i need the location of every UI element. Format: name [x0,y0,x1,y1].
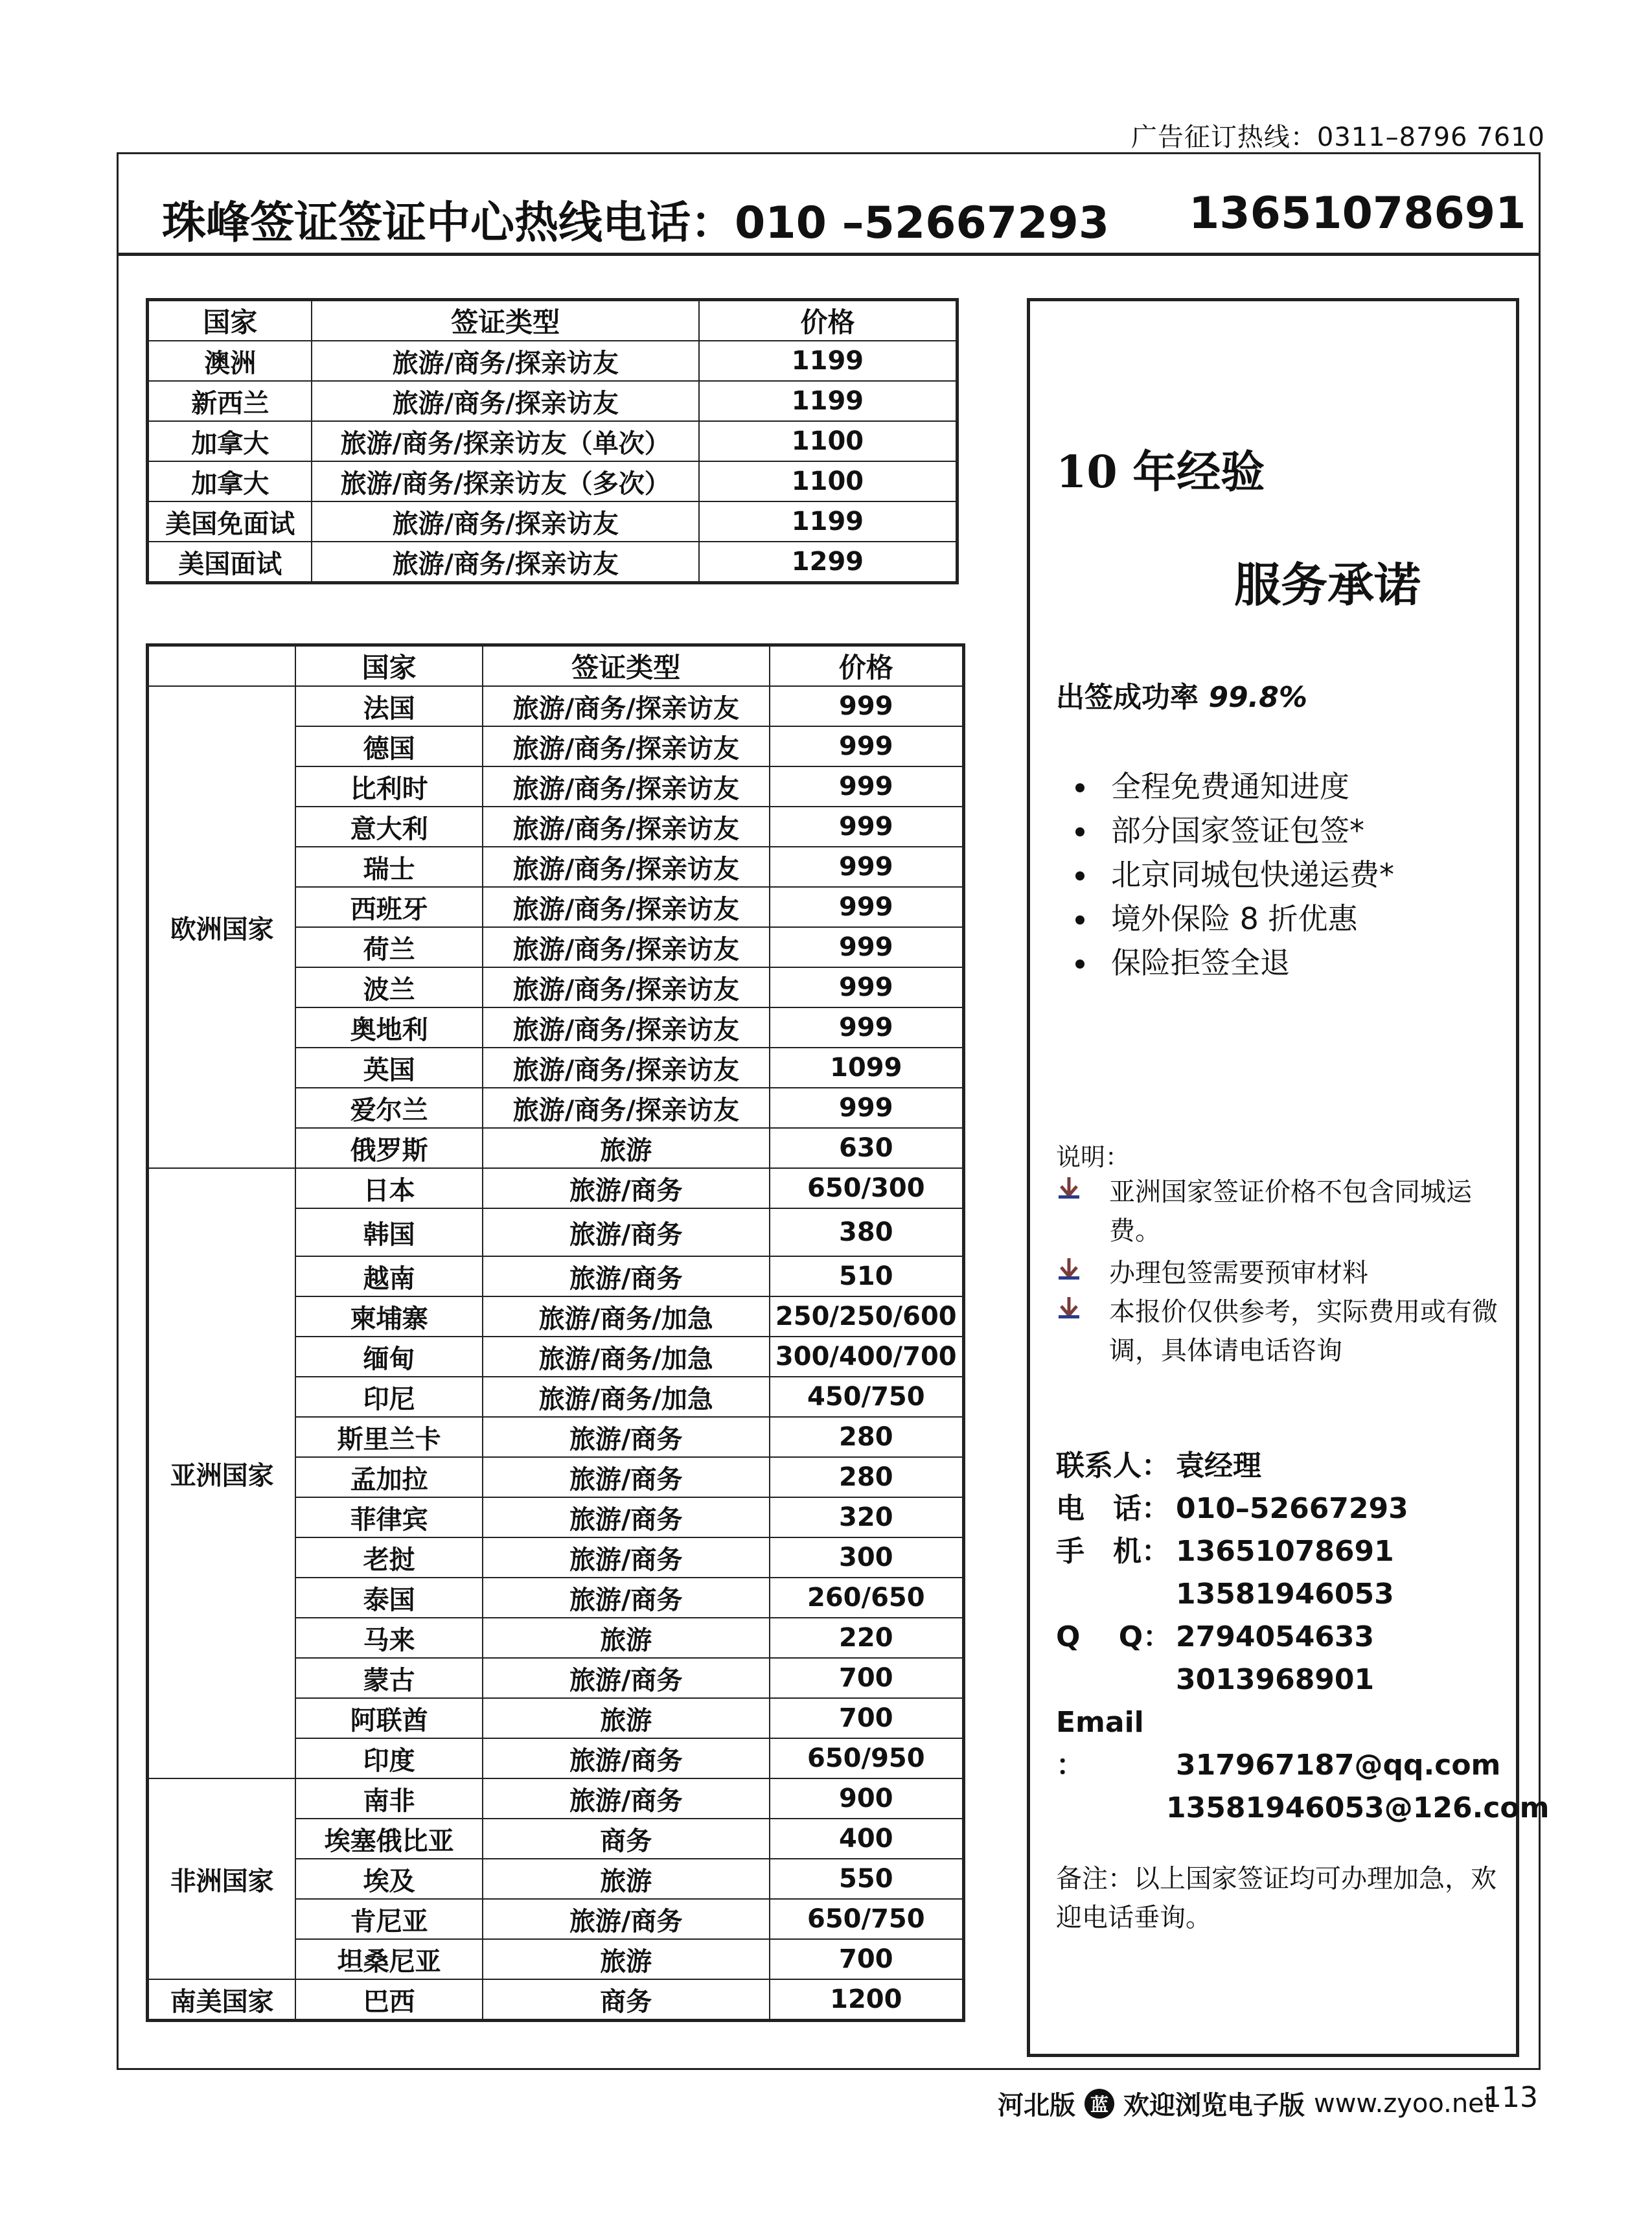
price-cell: 999 [770,766,964,807]
table-header-row [148,645,964,687]
price-cell: 999 [770,807,964,847]
visa-type-cell: 旅游/商务 [483,1417,770,1457]
price-cell: 700 [770,1698,964,1738]
country-cell: 埃及 [295,1859,483,1899]
footer-url[interactable]: www.zyoo.net [1314,2088,1495,2119]
visa-type-cell: 旅游/商务 [483,1738,770,1778]
contact-label: Q Q： [1056,1620,1172,1653]
remark-text: 备注：以上国家签证均可办理加急，欢迎电话垂询。 [1056,1864,1497,1933]
price-cell: 999 [770,887,964,927]
price-cell: 320 [770,1497,964,1537]
visa-type-cell: 旅游/商务/探亲访友 [483,726,770,766]
visa-type-cell: 旅游/商务 [483,1256,770,1296]
price-cell: 260/650 [770,1578,964,1618]
price-cell: 250/250/600 [770,1296,964,1337]
header-cell: 签证类型 [483,645,770,687]
country-cell: 缅甸 [295,1337,483,1377]
visa-type-cell: 旅游 [483,1128,770,1168]
visa-type-cell: 旅游/商务 [483,1168,770,1208]
price-cell: 700 [770,1939,964,1979]
price-cell: 1200 [770,1979,964,2021]
country-cell: 比利时 [295,766,483,807]
price-cell: 300 [770,1537,964,1578]
zyoo-logo-icon: 蓝 [1084,2089,1114,2119]
price-cell: 999 [770,927,964,967]
visa-type-cell: 旅游/商务 [483,1578,770,1618]
visa-type-cell: 旅游/商务 [483,1208,770,1256]
price-cell: 300/400/700 [770,1337,964,1377]
headline-title: 珠峰签证签证中心热线电话：010 –52667293 [162,198,1110,249]
visa-type-cell: 旅游/商务/探亲访友 [483,766,770,807]
country-cell: 越南 [295,1256,483,1296]
visa-type-cell: 旅游 [483,1859,770,1899]
visa-type-cell: 旅游/商务 [483,1778,770,1819]
price-cell: 999 [770,967,964,1007]
country-cell: 瑞士 [295,847,483,887]
arrow-bullet-icon [1056,1254,1088,1293]
header-cell: 国家 [148,300,312,341]
price-cell: 450/750 [770,1377,964,1417]
visa-type-cell: 旅游 [483,1618,770,1658]
table-row [148,1778,964,1819]
country-cell: 泰国 [295,1578,483,1618]
country-cell: 意大利 [295,807,483,847]
visa-type-cell: 旅游/商务 [483,1899,770,1939]
price-cell: 380 [770,1208,964,1256]
price-cell: 220 [770,1618,964,1658]
visa-type-cell: 旅游/商务/探亲访友 [483,686,770,726]
price-cell: 1199 [699,341,958,381]
visa-type-cell: 旅游/商务/加急 [483,1296,770,1337]
country-cell: 菲律宾 [295,1497,483,1537]
table-row [148,421,958,461]
note-text: 办理包签需要预审材料 [1109,1258,1368,1288]
visa-type-cell: 旅游/商务/探亲访友 [483,847,770,887]
visa-type-cell: 旅游/商务 [483,1537,770,1578]
visa-type-cell: 旅游/商务 [483,1658,770,1698]
rate-label: 出签成功率 [1056,681,1199,714]
header-cell: 国家 [295,645,483,687]
success-rate [1056,674,1307,715]
list-item: • 北京同城包快递运费* [1098,853,1513,897]
country-cell: 埃塞俄比亚 [295,1819,483,1859]
country-cell: 波兰 [295,967,483,1007]
price-cell: 400 [770,1819,964,1859]
visa-type-cell: 旅游 [483,1698,770,1738]
notes-title: 说明： [1056,1143,1130,1171]
visa-type-cell: 旅游/商务/探亲访友 [483,1048,770,1088]
visa-type-cell: 旅游/商务/探亲访友（单次） [312,421,698,461]
country-cell: 南非 [295,1778,483,1819]
list-item: • 全程免费通知进度 [1098,765,1513,809]
country-cell: 柬埔寨 [295,1296,483,1337]
benefit-list [1069,765,1513,985]
price-cell: 999 [770,1007,964,1048]
contact-email-2: 13581946053@126.com [1166,1791,1550,1824]
service-panel [1027,298,1550,2057]
country-cell: 日本 [295,1168,483,1208]
table-row [148,1979,964,2021]
contact-label: Email ： [1056,1706,1144,1782]
country-cell: 阿联酋 [295,1698,483,1738]
header-cell: 价格 [699,300,958,341]
visa-type-cell: 旅游/商务/探亲访友 [312,341,698,381]
table-row [148,501,958,542]
arrow-bullet-icon [1056,1173,1088,1250]
rate-value: 99.8% [1208,681,1307,714]
country-cell: 斯里兰卡 [295,1417,483,1457]
country-cell: 美国面试 [148,542,312,583]
contact-label: 联系人： [1056,1449,1170,1482]
list-item: • 保险拒签全退 [1098,941,1513,985]
table-row [148,461,958,501]
note-item [1056,1254,1503,1293]
country-cell: 肯尼亚 [295,1899,483,1939]
country-cell: 韩国 [295,1208,483,1256]
country-cell: 加拿大 [148,421,312,461]
country-cell: 加拿大 [148,461,312,501]
contact-label: 手 机： [1056,1535,1170,1568]
price-cell: 1199 [699,381,958,421]
contact-value: 317967187@qq.com [1176,1749,1501,1782]
price-cell: 999 [770,1088,964,1128]
price-cell: 630 [770,1128,964,1168]
country-cell: 法国 [295,686,483,726]
price-cell: 999 [770,686,964,726]
contact-label: 电 话： [1056,1492,1170,1525]
price-cell: 510 [770,1256,964,1296]
visa-type-cell: 旅游/商务/加急 [483,1377,770,1417]
footer-slogan: 欢迎浏览电子版 [1123,2091,1305,2121]
header-cell [148,645,296,687]
list-item: • 部分国家签证包签* [1098,809,1513,853]
table-row [148,341,958,381]
price-cell: 280 [770,1457,964,1497]
visa-type-cell: 旅游/商务/探亲访友 [483,807,770,847]
price-cell: 900 [770,1778,964,1819]
price-cell: 280 [770,1417,964,1457]
price-cell: 1100 [699,421,958,461]
header-cell: 价格 [770,645,964,687]
contact-value: 2794054633 [1176,1620,1375,1653]
region-cell: 欧洲国家 [148,686,296,1168]
visa-type-cell: 旅游/商务/探亲访友 [483,887,770,927]
price-cell: 1299 [699,542,958,583]
visa-type-cell: 旅游/商务/探亲访友 [483,1007,770,1048]
country-cell: 巴西 [295,1979,483,2021]
price-cell: 650/300 [770,1168,964,1208]
visa-type-cell: 旅游/商务 [483,1457,770,1497]
visa-type-cell: 商务 [483,1979,770,2021]
note-item [1056,1173,1503,1250]
country-cell: 坦桑尼亚 [295,1939,483,1979]
visa-type-cell: 旅游/商务 [483,1497,770,1537]
contact-value: 010–52667293 [1176,1492,1408,1525]
experience-heading: 10 年经验 [1056,446,1265,498]
country-cell: 新西兰 [148,381,312,421]
country-cell: 英国 [295,1048,483,1088]
contact-email [1056,1701,1509,1787]
visa-type-cell: 旅游/商务/探亲访友 [483,967,770,1007]
contact-value: 13651078691 [1176,1535,1394,1568]
country-cell: 印度 [295,1738,483,1778]
footer [998,2085,1494,2122]
country-cell: 澳洲 [148,341,312,381]
country-cell: 德国 [295,726,483,766]
table-row [148,1168,964,1208]
contact-person [1056,1445,1509,1488]
country-cell: 老挝 [295,1537,483,1578]
headline-phone: 13651078691 [1189,188,1526,239]
visa-type-cell: 旅游/商务/探亲访友（多次） [312,461,698,501]
header-cell: 签证类型 [312,300,698,341]
ad-hotline: 广告征订热线：0311–8796 7610 [1130,122,1545,152]
country-cell: 美国免面试 [148,501,312,542]
price-cell: 1100 [699,461,958,501]
contact-phone [1056,1488,1509,1530]
table-row [148,686,964,726]
visa-type-cell: 旅游 [483,1939,770,1979]
price-cell: 999 [770,847,964,887]
headline-banner [117,152,1541,256]
price-table-main [146,643,965,2022]
contact-block [1056,1445,1550,1830]
region-cell: 亚洲国家 [148,1168,296,1778]
contact-value: 袁经理 [1176,1449,1261,1482]
price-cell: 1099 [770,1048,964,1088]
contact-qq-2: 3013968901 [1176,1663,1375,1696]
note-text: 亚洲国家签证价格不包含同城运费。 [1109,1177,1472,1246]
price-cell: 550 [770,1859,964,1899]
visa-type-cell: 旅游/商务/探亲访友 [312,542,698,583]
visa-type-cell: 旅游/商务/探亲访友 [312,501,698,542]
visa-type-cell: 旅游/商务/探亲访友 [483,927,770,967]
country-cell: 印尼 [295,1377,483,1417]
visa-type-cell: 旅游/商务/探亲访友 [483,1088,770,1128]
country-cell: 爱尔兰 [295,1088,483,1128]
contact-mobile-2: 13581946053 [1176,1578,1394,1611]
region-cell: 非洲国家 [148,1778,296,1979]
country-cell: 荷兰 [295,927,483,967]
footer-brand: 河北版 [998,2091,1075,2121]
list-item: • 境外保险 8 折优惠 [1098,897,1513,941]
price-cell: 650/950 [770,1738,964,1778]
table-header-row [148,300,958,341]
table-row [148,381,958,421]
price-table-top [146,298,959,584]
visa-type-cell: 旅游/商务/加急 [483,1337,770,1377]
price-cell: 650/750 [770,1899,964,1939]
country-cell: 俄罗斯 [295,1128,483,1168]
price-cell: 700 [770,1658,964,1698]
country-cell: 蒙古 [295,1658,483,1698]
contact-qq [1056,1616,1509,1659]
visa-type-cell: 商务 [483,1819,770,1859]
promise-heading: 服务承诺 [1234,557,1421,612]
price-cell: 999 [770,726,964,766]
table-row [148,542,958,583]
visa-type-cell: 旅游/商务/探亲访友 [312,381,698,421]
note-item [1056,1293,1503,1370]
contact-mobile [1056,1530,1509,1573]
country-cell: 西班牙 [295,887,483,927]
page-number: 113 [1484,2081,1538,2114]
arrow-bullet-icon [1056,1293,1088,1370]
country-cell: 孟加拉 [295,1457,483,1497]
country-cell: 奥地利 [295,1007,483,1048]
note-text: 本报价仅供参考，实际费用或有微调，具体请电话咨询 [1109,1297,1498,1366]
price-cell: 1199 [699,501,958,542]
region-cell: 南美国家 [148,1979,296,2021]
country-cell: 马来 [295,1618,483,1658]
